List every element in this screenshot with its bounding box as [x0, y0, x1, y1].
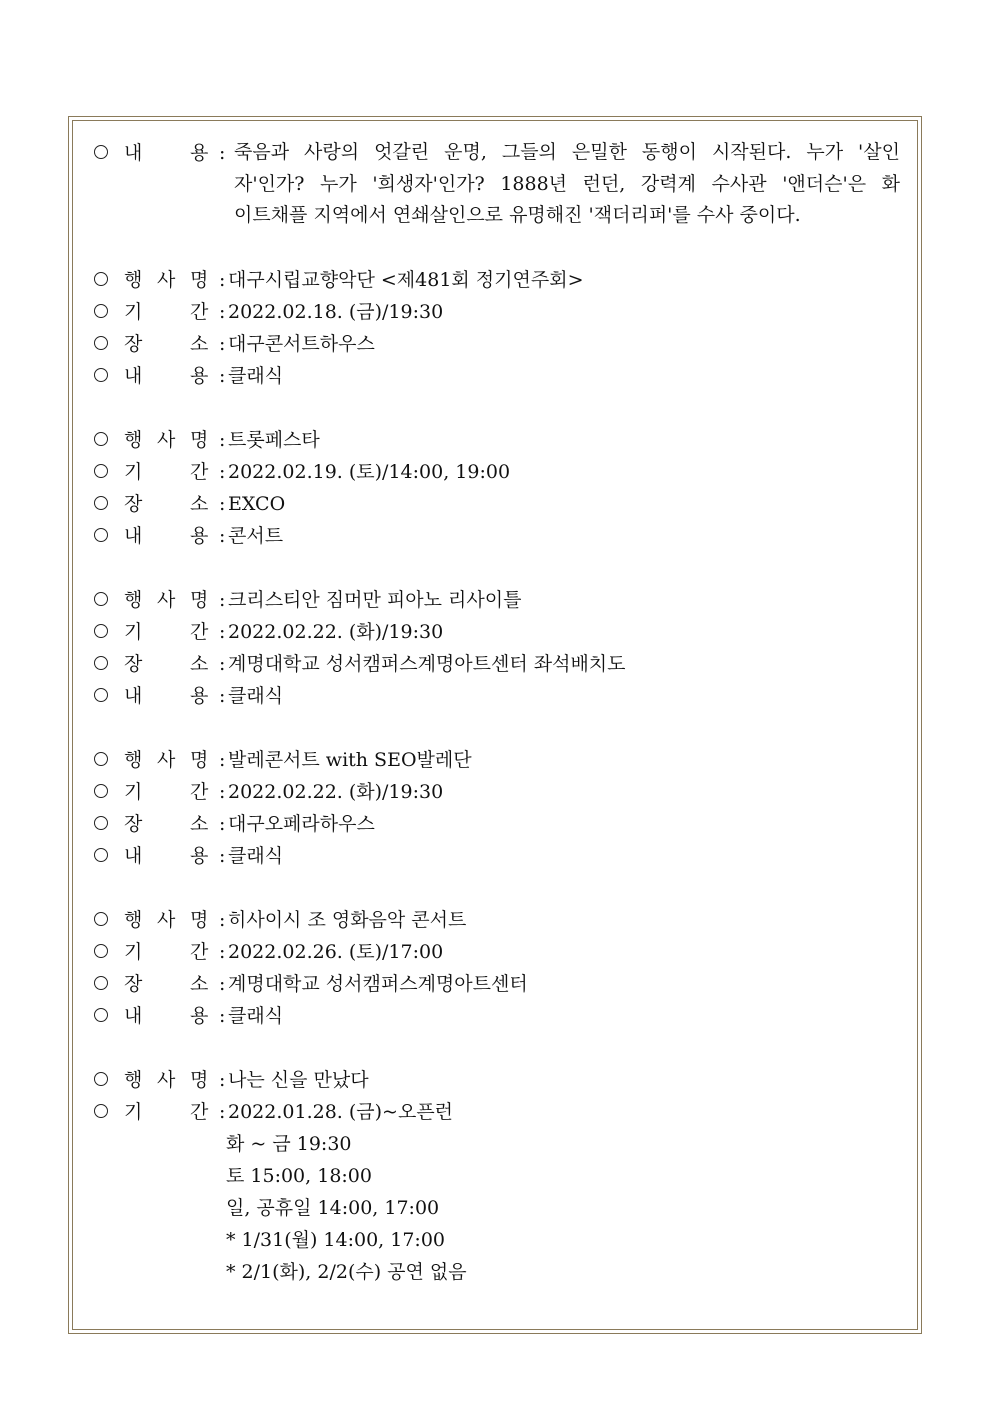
schedule-text: * 1/31(월) 14:00, 17:00 [226, 1228, 446, 1251]
label-colon: : [219, 1100, 226, 1123]
event-place: 대구오페라하우스 [228, 812, 375, 835]
bullet-circle-icon [94, 688, 108, 702]
event-content: 클래식 [228, 844, 284, 867]
bullet-circle-icon [94, 976, 108, 990]
bullet-circle-icon [94, 624, 108, 638]
label-char: 명 [190, 908, 209, 931]
schedule-line [94, 1224, 900, 1256]
bullet-circle-icon [94, 944, 108, 958]
label-colon: : [219, 332, 226, 355]
event-place: EXCO [228, 492, 286, 515]
label-colon: : [219, 142, 226, 164]
bullet-circle-icon [94, 145, 108, 159]
bullet-circle-icon [94, 752, 108, 766]
label-char: 사 [157, 428, 176, 451]
label-char: 명 [190, 1068, 209, 1091]
event-title: 크리스티안 짐머만 피아노 리사이틀 [228, 588, 522, 611]
event-title-row [94, 424, 900, 456]
label-colon: : [219, 908, 226, 931]
event-place-row [94, 648, 900, 680]
label-char: 사 [157, 1068, 176, 1091]
label-char: 내 [124, 684, 143, 707]
event-title-row [94, 744, 900, 776]
label-char: 기 [124, 1100, 143, 1123]
event-period-row [94, 936, 900, 968]
event-title-row [94, 264, 900, 296]
label-colon: : [219, 460, 226, 483]
label-char: 장 [124, 972, 143, 995]
bullet-circle-icon [94, 848, 108, 862]
label-colon: : [219, 300, 226, 323]
label-char: 내 [124, 142, 143, 164]
event-title-row [94, 1064, 900, 1096]
bullet-circle-icon [94, 272, 108, 286]
event-period-row [94, 1096, 900, 1128]
label-char: 기 [124, 620, 143, 643]
label-char: 내 [124, 844, 143, 867]
bullet-circle-icon [94, 1104, 108, 1118]
label-char: 기 [124, 300, 143, 323]
label-colon: : [219, 748, 226, 771]
event-block [94, 904, 900, 1032]
schedule-line [94, 1128, 900, 1160]
label-char: 명 [190, 428, 209, 451]
label-char: 행 [124, 428, 143, 451]
bullet-circle-icon [94, 912, 108, 926]
event-content-row [94, 520, 900, 552]
event-content: 콘서트 [228, 524, 284, 547]
label-char: 내 [124, 364, 143, 387]
schedule-line [94, 1256, 900, 1288]
label-char: 사 [157, 748, 176, 771]
label-char: 내 [124, 1004, 143, 1027]
bullet-circle-icon [94, 1072, 108, 1086]
bullet-circle-icon [94, 1008, 108, 1022]
bullet-circle-icon [94, 336, 108, 350]
label-colon: : [219, 588, 226, 611]
event-block [94, 744, 900, 872]
label-char: 기 [124, 780, 143, 803]
label-colon: : [219, 1068, 226, 1091]
schedule-line [94, 1160, 900, 1192]
label-colon: : [219, 428, 226, 451]
content-label [124, 137, 299, 169]
schedule-text: * 2/1(화), 2/2(수) 공연 없음 [226, 1260, 467, 1283]
event-title: 발레콘서트 with SEO발레단 [228, 748, 472, 771]
event-title-row [94, 904, 900, 936]
label-char: 간 [190, 940, 209, 963]
event-title: 히사이시 조 영화음악 콘서트 [228, 908, 467, 931]
event-period: 2022.02.18. (금)/19:30 [228, 300, 444, 323]
label-char: 명 [190, 268, 209, 291]
label-colon: : [219, 844, 226, 867]
label-char: 기 [124, 460, 143, 483]
event-title: 나는 신을 만났다 [228, 1068, 369, 1091]
bullet-circle-icon [94, 368, 108, 382]
event-place-row [94, 808, 900, 840]
event-period: 2022.02.26. (토)/17:00 [228, 940, 444, 963]
label-char: 사 [157, 268, 176, 291]
event-period: 2022.02.22. (화)/19:30 [228, 780, 444, 803]
event-content: 클래식 [228, 364, 284, 387]
label-char: 용 [190, 684, 209, 707]
event-title: 트롯페스타 [228, 428, 320, 451]
label-char: 행 [124, 908, 143, 931]
label-char: 행 [124, 748, 143, 771]
event-title: 대구시립교향악단 <제481회 정기연주회> [228, 268, 584, 291]
bullet-circle-icon [94, 464, 108, 478]
label-char: 간 [190, 780, 209, 803]
event-place-row [94, 968, 900, 1000]
label-colon: : [219, 1004, 226, 1027]
label-colon: : [219, 364, 226, 387]
label-char: 간 [190, 1100, 209, 1123]
label-colon: : [219, 780, 226, 803]
label-char: 간 [190, 300, 209, 323]
label-colon: : [219, 620, 226, 643]
schedule-text: 토 15:00, 18:00 [226, 1164, 372, 1187]
label-char: 용 [190, 844, 209, 867]
bullet-circle-icon [94, 816, 108, 830]
label-char: 명 [190, 588, 209, 611]
intro-line: 이트채플 지역에서 연쇄살인으로 유명해진 '잭더리퍼'를 수사 중이다. [234, 204, 801, 226]
intro-content-row [94, 137, 900, 232]
label-char: 용 [190, 524, 209, 547]
event-block [94, 264, 900, 392]
bullet-circle-icon [94, 592, 108, 606]
event-place-row [94, 488, 900, 520]
label-char: 소 [190, 492, 209, 515]
intro-line: 자'인가? 누가 '희생자'인가? 1888년 런던, 강력계 수사관 '앤더슨'은 화 [234, 172, 900, 195]
label-char: 장 [124, 492, 143, 515]
event-block [94, 424, 900, 552]
event-content-row [94, 840, 900, 872]
label-char: 사 [157, 588, 176, 611]
label-char: 장 [124, 652, 143, 675]
label-char: 소 [190, 812, 209, 835]
event-place-row [94, 328, 900, 360]
event-content-row [94, 680, 900, 712]
label-char: 행 [124, 588, 143, 611]
label-colon: : [219, 812, 226, 835]
bullet-circle-icon [94, 304, 108, 318]
event-period-row [94, 776, 900, 808]
label-char: 행 [124, 1068, 143, 1091]
label-char: 장 [124, 812, 143, 835]
label-char: 소 [190, 972, 209, 995]
label-char: 내 [124, 524, 143, 547]
event-place: 계명대학교 성서캠퍼스계명아트센터 좌석배치도 [228, 652, 626, 675]
label-char: 장 [124, 332, 143, 355]
bullet-circle-icon [94, 496, 108, 510]
event-period-row [94, 616, 900, 648]
label-colon: : [219, 492, 226, 515]
event-period: 2022.02.19. (토)/14:00, 19:00 [228, 460, 511, 483]
label-char: 간 [190, 620, 209, 643]
label-char: 행 [124, 268, 143, 291]
label-char: 간 [190, 460, 209, 483]
intro-text [234, 137, 900, 232]
bullet-circle-icon [94, 432, 108, 446]
label-char: 사 [157, 908, 176, 931]
label-char: 용 [190, 1004, 209, 1027]
label-char: 소 [190, 652, 209, 675]
label-colon: : [219, 524, 226, 547]
event-content-row [94, 1000, 900, 1032]
schedule-text: 일, 공휴일 14:00, 17:00 [226, 1196, 440, 1219]
label-colon: : [219, 940, 226, 963]
events-list [94, 264, 900, 1064]
event-content: 클래식 [228, 684, 284, 707]
event-content: 클래식 [228, 1004, 284, 1027]
label-colon: : [219, 684, 226, 707]
event-listing [94, 137, 900, 1288]
schedule-text: 화 ~ 금 19:30 [226, 1132, 352, 1155]
bullet-circle-icon [94, 528, 108, 542]
event-place: 대구콘서트하우스 [228, 332, 375, 355]
bullet-circle-icon [94, 656, 108, 670]
event-place: 계명대학교 성서캠퍼스계명아트센터 [228, 972, 528, 995]
label-colon: : [219, 268, 226, 291]
label-colon: : [219, 652, 226, 675]
label-char: 소 [190, 332, 209, 355]
bullet-circle-icon [94, 784, 108, 798]
event-period-row [94, 456, 900, 488]
event-period-row [94, 296, 900, 328]
event-content-row [94, 360, 900, 392]
label-char: 명 [190, 748, 209, 771]
schedule-line [94, 1192, 900, 1224]
event-period: 2022.02.22. (화)/19:30 [228, 620, 444, 643]
intro-line: 죽음과 사랑의 엇갈린 운명, 그들의 은밀한 동행이 시작된다. 누가 '살인 [234, 141, 900, 163]
event-block [94, 1064, 900, 1288]
label-char: 용 [190, 142, 209, 164]
label-char: 기 [124, 940, 143, 963]
event-title-row [94, 584, 900, 616]
event-period: 2022.01.28. (금)~오픈런 [228, 1100, 454, 1123]
label-char: 용 [190, 364, 209, 387]
event-block [94, 584, 900, 712]
label-colon: : [219, 972, 226, 995]
